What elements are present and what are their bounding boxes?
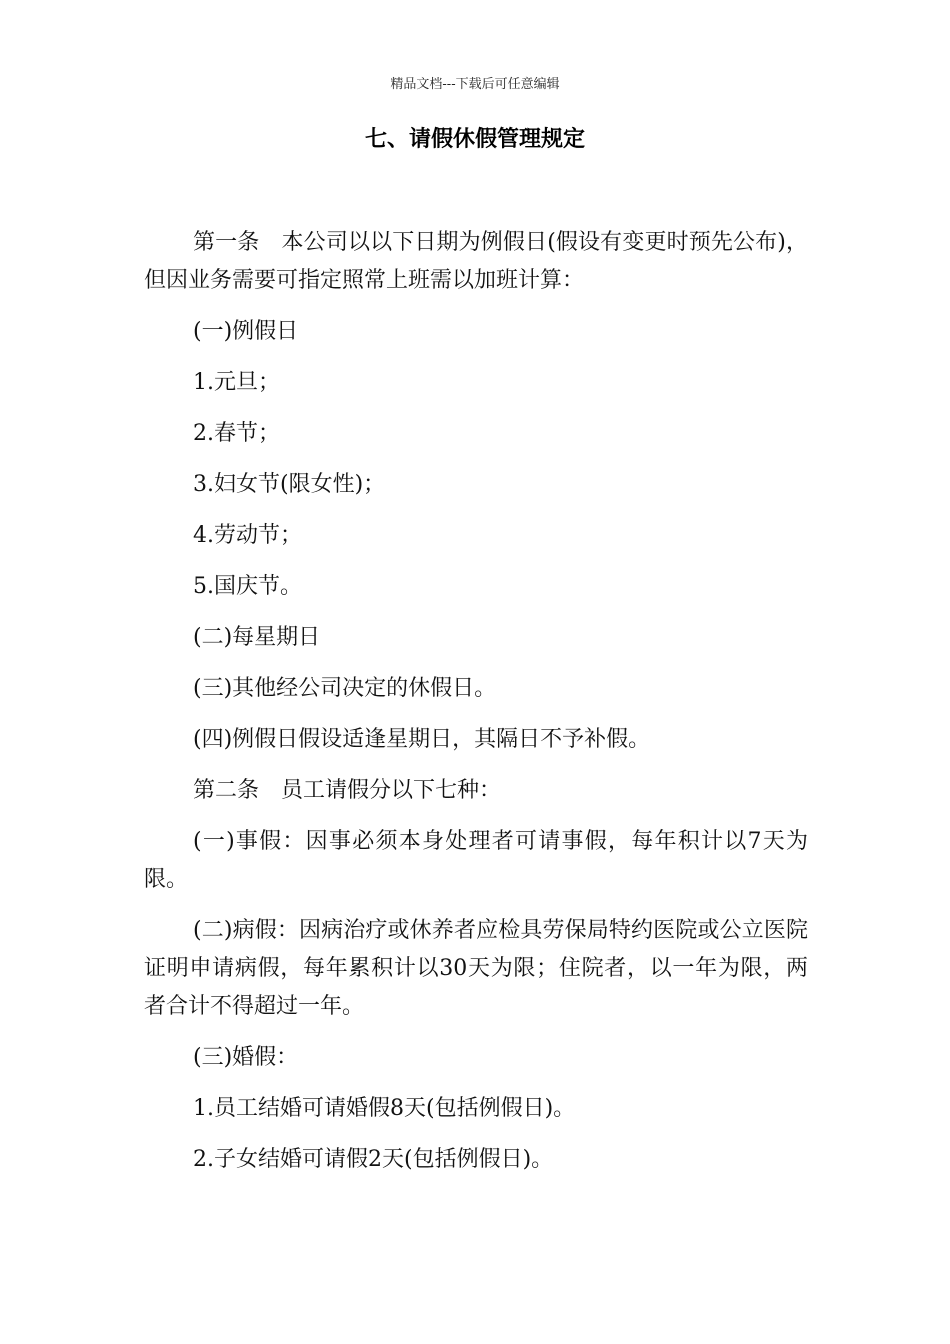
list-item-marriage-leave: (三)婚假： bbox=[193, 1045, 299, 1070]
article-2-intro: 第二条 员工请假分以下七种： bbox=[193, 778, 502, 803]
list-item-new-year: 1.元旦； bbox=[193, 370, 280, 395]
document-body bbox=[144, 224, 808, 1192]
list-item-national-day: 5.国庆节。 bbox=[193, 574, 302, 599]
list-item-sick-leave: (二)病假：因病治疗或休养者应检具劳保局特约医院或公立医院证明申请病假，每年累积计以30天为限；住院者，以一年为限，两者合计不得超过一年。 bbox=[144, 918, 808, 1019]
page-header-note: 精品文档---下载后可任意编辑 bbox=[390, 77, 560, 92]
document-title: 七、请假休假管理规定 bbox=[364, 127, 585, 152]
list-item-other-holidays: (三)其他经公司决定的休假日。 bbox=[193, 676, 497, 701]
list-item-spring-festival: 2.春节； bbox=[193, 421, 280, 446]
list-item-labor-day: 4.劳动节； bbox=[193, 523, 302, 548]
list-item-sundays: (二)每星期日 bbox=[193, 625, 321, 650]
article-1-intro: 第一条 本公司以以下日期为例假日(假设有变更时预先公布)，但因业务需要可指定照常上班需以加班计算： bbox=[144, 230, 808, 293]
list-item-regular-holidays: (一)例假日 bbox=[193, 319, 299, 344]
list-item-child-marriage: 2.子女结婚可请假2天(包括例假日)。 bbox=[193, 1147, 554, 1172]
list-item-personal-leave: (一)事假：因事必须本身处理者可请事假，每年积计以7天为限。 bbox=[144, 829, 808, 892]
list-item-sunday-overlap: (四)例假日假设适逢星期日，其隔日不予补假。 bbox=[193, 727, 651, 752]
list-item-womens-day: 3.妇女节(限女性)； bbox=[193, 472, 386, 497]
list-item-employee-marriage: 1.员工结婚可请婚假8天(包括例假日)。 bbox=[193, 1096, 576, 1121]
